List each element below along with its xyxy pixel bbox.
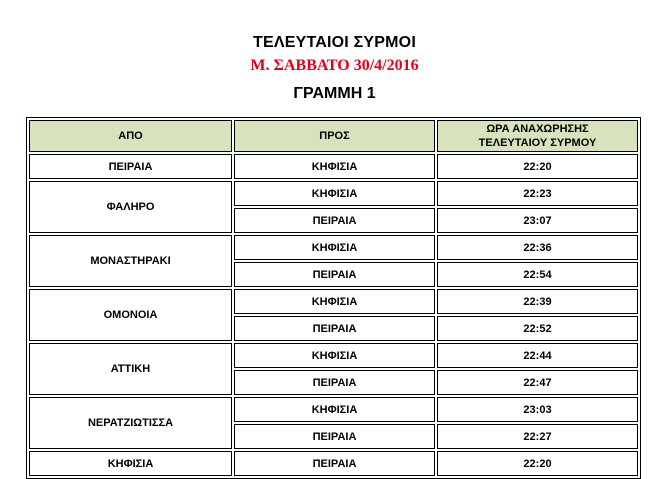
time-cell: 22:54 (437, 262, 638, 287)
column-header-from: ΑΠΟ (29, 120, 232, 152)
table-row (29, 154, 638, 179)
time-cell: 23:03 (437, 397, 638, 422)
to-cell: ΚΗΦΙΣΙΑ (234, 181, 435, 206)
to-cell: ΠΕΙΡΑΙΑ (234, 316, 435, 341)
to-cell: ΠΕΙΡΑΙΑ (234, 451, 435, 476)
table-row (29, 235, 638, 260)
to-cell: ΠΕΙΡΑΙΑ (234, 262, 435, 287)
time-cell: 22:44 (437, 343, 638, 368)
from-cell: ΝΕΡΑΤΖΙΩΤΙΣΣΑ (29, 397, 232, 449)
time-cell: 22:27 (437, 424, 638, 449)
to-cell: ΚΗΦΙΣΙΑ (234, 154, 435, 179)
time-cell: 22:36 (437, 235, 638, 260)
column-header-departure-line1: ΩΡΑ ΑΝΑΧΩΡΗΣΗΣ (486, 123, 589, 135)
to-cell: ΚΗΦΙΣΙΑ (234, 235, 435, 260)
time-cell: 22:47 (437, 370, 638, 395)
time-cell: 22:52 (437, 316, 638, 341)
to-cell: ΠΕΙΡΑΙΑ (234, 208, 435, 233)
from-cell: ΜΟΝΑΣΤΗΡΑΚΙ (29, 235, 232, 287)
to-cell: ΚΗΦΙΣΙΑ (234, 343, 435, 368)
date-subtitle: Μ. ΣΑΒΒΑΤΟ 30/4/2016 (250, 57, 419, 74)
page-title: ΤΕΛΕΥΤΑΙΟΙ ΣΥΡΜΟΙ (253, 34, 416, 51)
line-heading: ΓΡΑΜΜΗ 1 (293, 85, 376, 102)
time-cell: 23:07 (437, 208, 638, 233)
from-cell: ΑΤΤΙΚΗ (29, 343, 232, 395)
column-header-to: ΠΡΟΣ (234, 120, 435, 152)
time-cell: 22:20 (437, 451, 638, 476)
table-row (29, 181, 638, 206)
from-cell: ΚΗΦΙΣΙΑ (29, 451, 232, 476)
to-cell: ΠΕΙΡΑΙΑ (234, 424, 435, 449)
table-row (29, 397, 638, 422)
to-cell: ΚΗΦΙΣΙΑ (234, 289, 435, 314)
to-cell: ΠΕΙΡΑΙΑ (234, 370, 435, 395)
schedule-table (26, 117, 641, 479)
time-cell: 22:23 (437, 181, 638, 206)
column-header-departure (437, 120, 638, 152)
time-cell: 22:39 (437, 289, 638, 314)
table-header-row (29, 120, 638, 152)
from-cell: ΠΕΙΡΑΙΑ (29, 154, 232, 179)
from-cell: ΦΑΛΗΡΟ (29, 181, 232, 233)
column-header-departure-line2: ΤΕΛΕΥΤΑΙΟΥ ΣΥΡΜΟΥ (478, 137, 597, 149)
time-cell: 22:20 (437, 154, 638, 179)
to-cell: ΚΗΦΙΣΙΑ (234, 397, 435, 422)
table-row (29, 289, 638, 314)
table-row (29, 451, 638, 476)
from-cell: ΟΜΟΝΟΙΑ (29, 289, 232, 341)
schedule-body (29, 154, 638, 476)
table-row (29, 343, 638, 368)
